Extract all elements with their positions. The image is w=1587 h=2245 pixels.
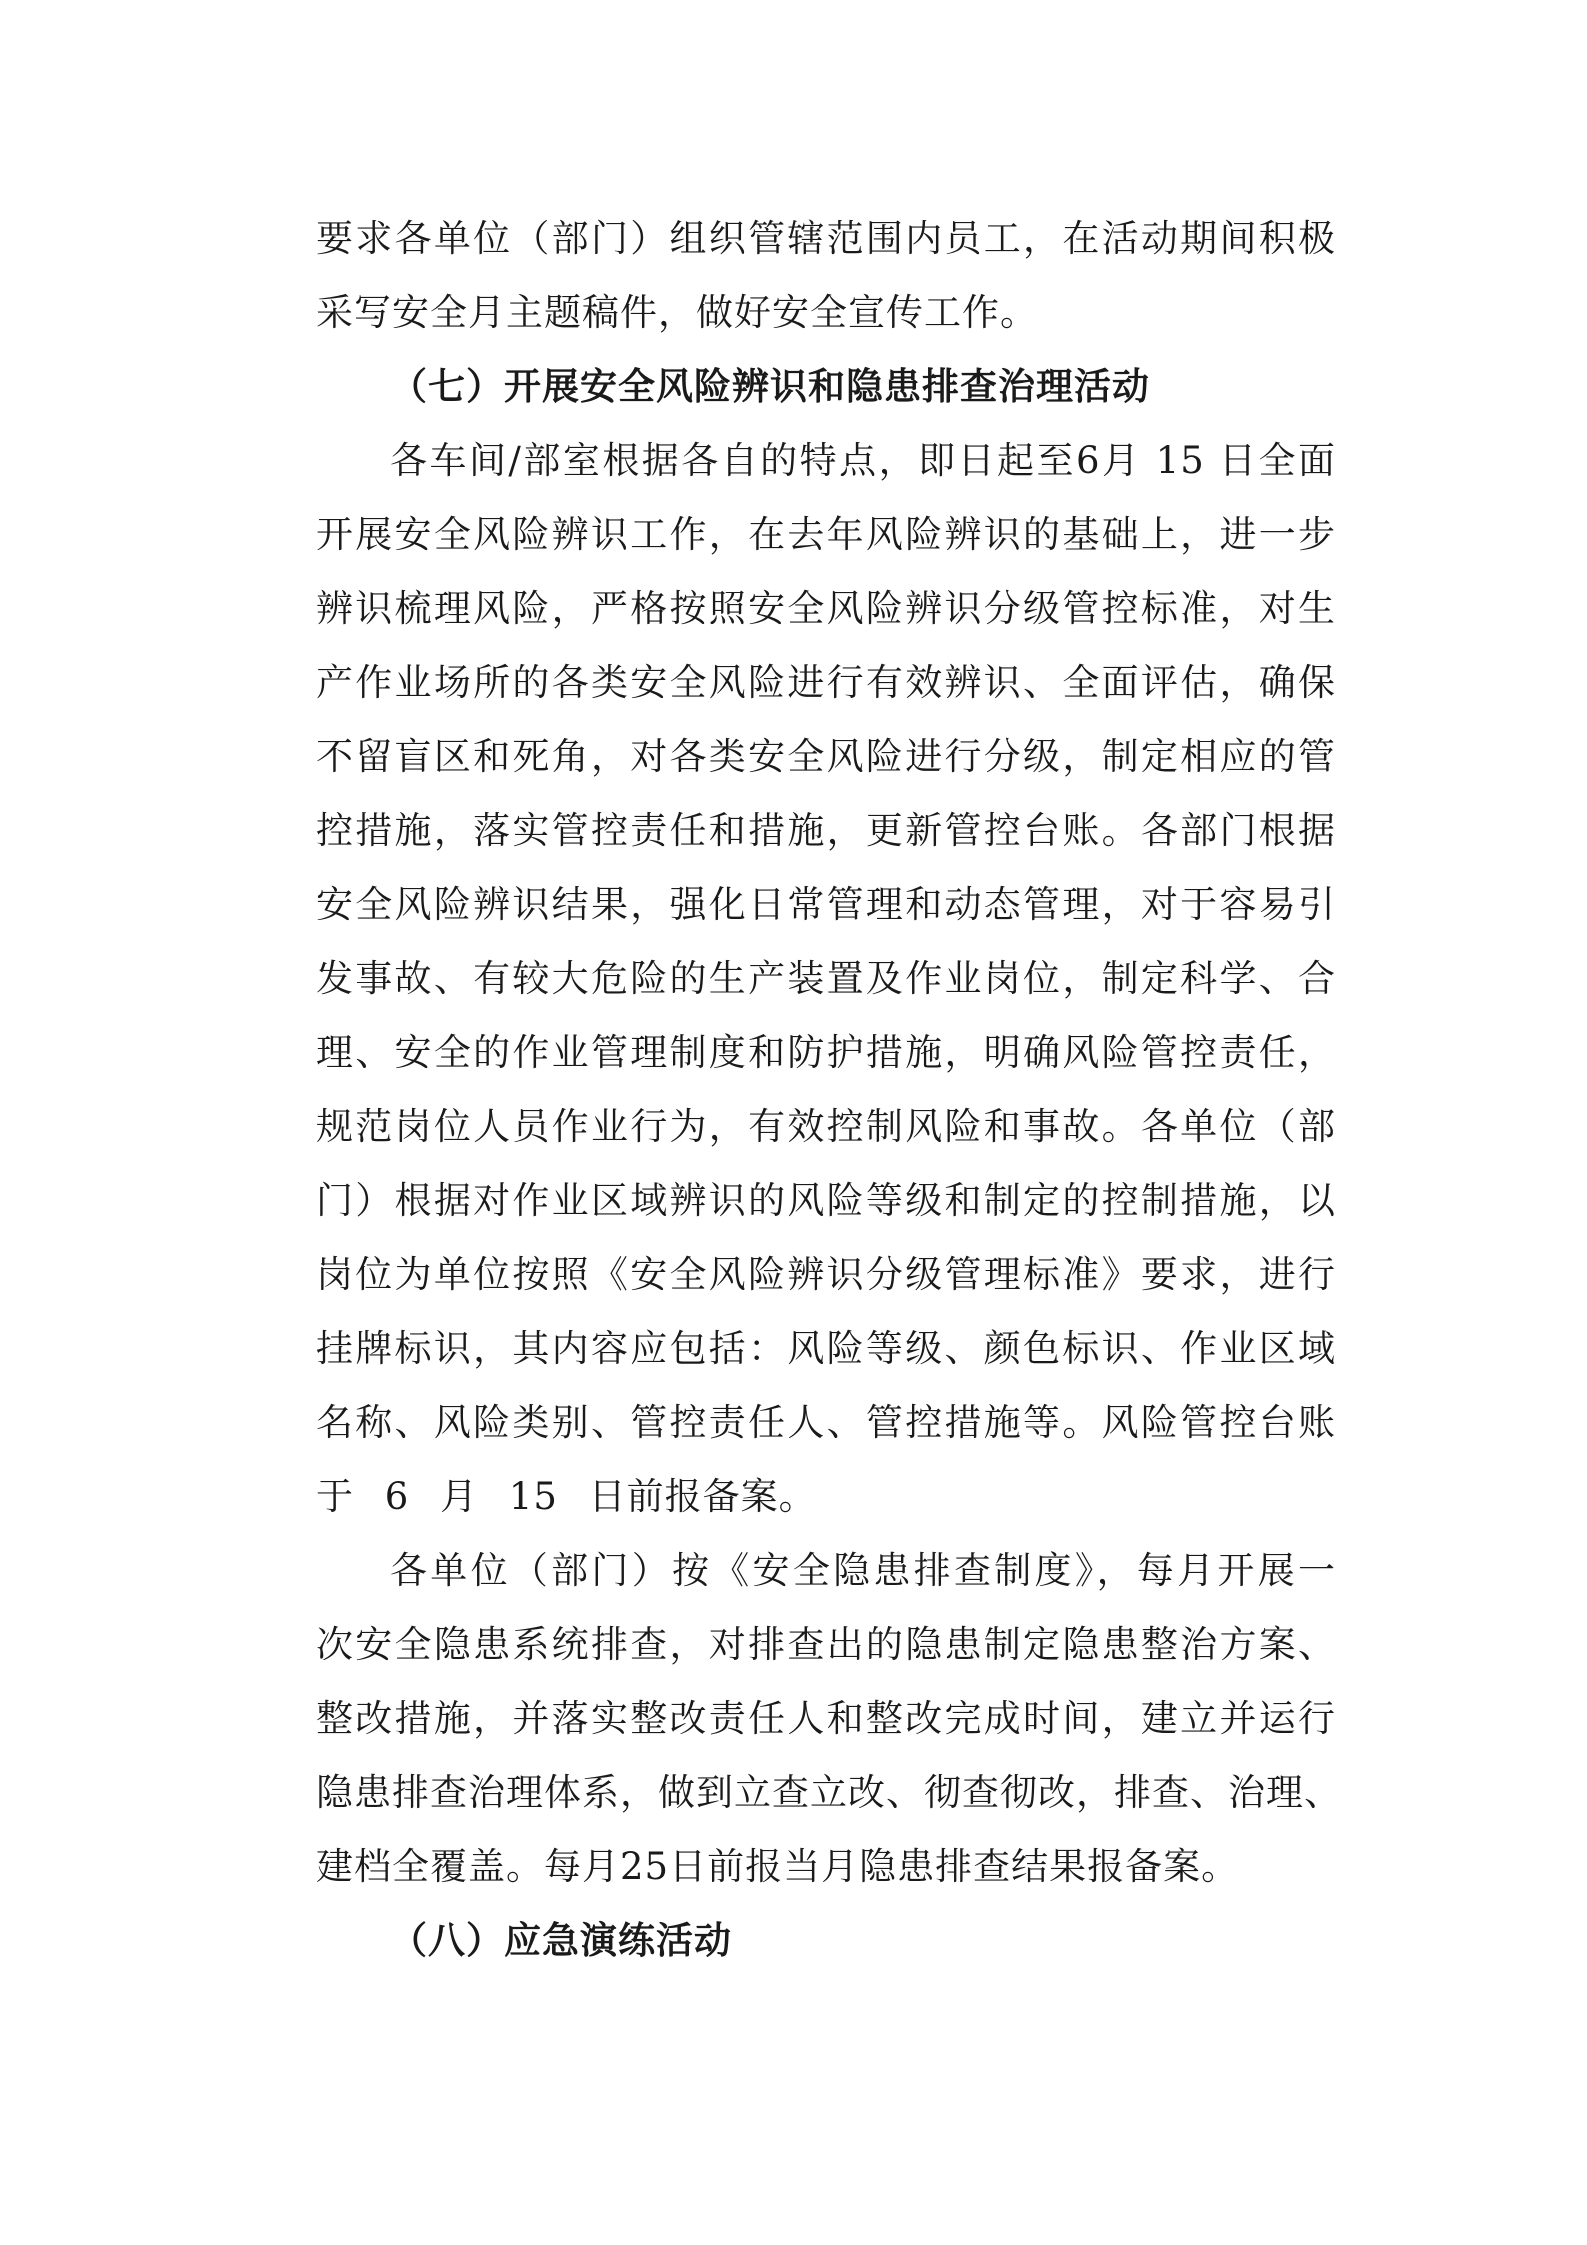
paragraph-line: 安全风险辨识结果，强化日常管理和动态管理，对于容易引 (316, 883, 1336, 926)
paragraph-line: 发事故、有较大危险的生产装置及作业岗位，制定科学、合 (316, 957, 1336, 1000)
paragraph-line: 挂牌标识，其内容应包括：风险等级、颜色标识、作业区域 (316, 1327, 1336, 1370)
paragraph-line: 门）根据对作业区域辨识的风险等级和制定的控制措施，以 (316, 1179, 1336, 1222)
paragraph-line: 不留盲区和死角，对各类安全风险进行分级，制定相应的管 (316, 735, 1336, 778)
paragraph-line: 产作业场所的各类安全风险进行有效辨识、全面评估，确保 (316, 661, 1336, 704)
paragraph-line: 次安全隐患系统排查，对排查出的隐患制定隐患整治方案、 (316, 1623, 1336, 1666)
paragraph-line: 于 6 月 15 日前报备案。 (316, 1475, 817, 1518)
paragraph-line: 采写安全月主题稿件，做好安全宣传工作。 (316, 291, 1038, 334)
paragraph-line: 规范岗位人员作业行为，有效控制风险和事故。各单位（部 (316, 1105, 1336, 1148)
paragraph-line: 岗位为单位按照《安全风险辨识分级管理标准》要求，进行 (316, 1253, 1336, 1296)
paragraph-line: 整改措施，并落实整改责任人和整改完成时间，建立并运行 (316, 1697, 1336, 1740)
paragraph-line: 控措施，落实管控责任和措施，更新管控台账。各部门根据 (316, 809, 1336, 852)
section-heading-7: （七）开展安全风险辨识和隐患排查治理活动 (390, 365, 1150, 408)
document-body (316, 202, 1342, 1978)
paragraph-line: 各单位（部门）按《安全隐患排查制度》，每月开展一 (390, 1549, 1336, 1592)
paragraph-line: 理、安全的作业管理制度和防护措施，明确风险管控责任， (316, 1031, 1336, 1074)
section-heading-8: （八）应急演练活动 (390, 1919, 732, 1962)
paragraph-line: 建档全覆盖。每月25日前报当月隐患排查结果报备案。 (316, 1845, 1240, 1888)
paragraph-line: 各车间/部室根据各自的特点，即日起至6月 15 日全面 (390, 439, 1336, 482)
paragraph-line: 名称、风险类别、管控责任人、管控措施等。风险管控台账 (316, 1401, 1336, 1444)
paragraph-line: 隐患排查治理体系，做到立查立改、彻查彻改，排查、治理、 (316, 1771, 1342, 1814)
paragraph-line: 辨识梳理风险，严格按照安全风险辨识分级管控标准，对生 (316, 587, 1336, 630)
paragraph-line: 开展安全风险辨识工作，在去年风险辨识的基础上，进一步 (316, 513, 1336, 556)
paragraph-line: 要求各单位（部门）组织管辖范围内员工，在活动期间积极 (316, 217, 1336, 260)
